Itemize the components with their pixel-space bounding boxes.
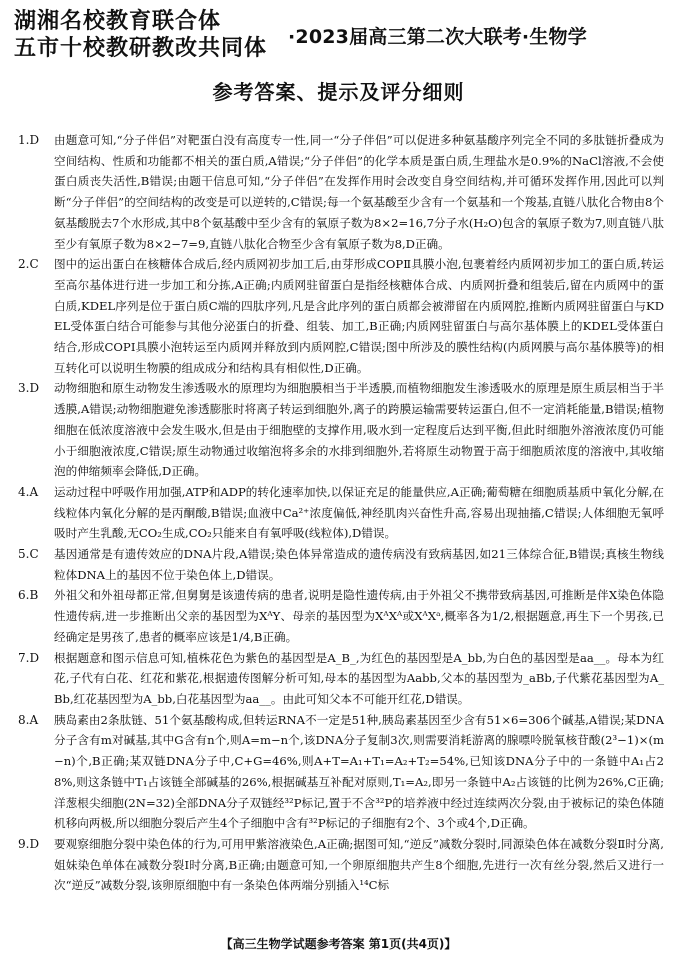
answer-item <box>18 544 664 585</box>
alliance-name-2: 五市十校教研教改共同体 <box>14 36 268 61</box>
answer-number: 2.C <box>18 257 39 272</box>
answer-list <box>18 130 664 896</box>
answer-item <box>18 648 664 710</box>
answer-explanation: 动物细胞和原生动物发生渗透吸水的原理均为细胞膜相当于半透膜,而植物细胞发生渗透吸水的原理是原生质层相当于半透膜,A错误;动物细胞避免渗透膨胀时将离子转运到细胞外,离子的跨膜运输需要转运蛋白,但不一定消耗能量,B错误;植物细胞在低浓度溶液中会发生吸水,但是由于细胞壁的支撑作用,吸水到一定程度后达到平衡,但此时细胞外溶液浓度仍可能小于细胞液浓度,C错误;原生动物通过收缩泡将多余的水排到细胞外,若将原生动物置于高于细胞质浓度的溶液中,其收缩泡的伸缩频率会降低,D正确。 <box>54 381 664 479</box>
answer-item <box>18 585 664 647</box>
answer-explanation: 要观察细胞分裂中染色体的行为,可用甲紫溶液染色,A正确;据图可知,“逆反”减数分裂时,同源染色体在减数分裂Ⅱ时分离,姐妹染色单体在减数分裂Ⅰ时分离,B正确;由题意可知,一个卵原细胞共产生8个细胞,先进行一次有丝分裂,然后又进行一次“逆反”减数分裂,该卵原细胞中有一条染色体两端分别插入¹⁴C标 <box>54 836 664 893</box>
answer-explanation: 由题意可知,“分子伴侣”对靶蛋白没有高度专一性,同一“分子伴侣”可以促进多种氨基酸序列完全不同的多肽链折叠成为空间结构、性质和功能都不相关的蛋白质,A错误;“分子伴侣”的化学本质是蛋白质,生理盐水是0.9%的NaCl溶液,不会使蛋白质丧失活性,B错误;由题干信息可知,“分子伴侣”在发挥作用时会改变自身空间结构,并可循环发挥作用,因此可以判断“分子伴侣”的空间结构的改变是可以逆转的,C错误;每一个氨基酸至少含有一个氨基和一个羧基,直链八肽化合物由8个氨基酸脱去7个水形成,其中8个氨基酸中至少含有的氧原子数为8×2=16,7分子水(H₂O)包含的氧原子数为7,则直链八肽至少有氧原子数为8×2−7=9,直链八肽化合物至少含有氧原子数为8,D正确。 <box>54 133 664 251</box>
page-footer: 【高三生物学试题参考答案 第1页(共4页)】 <box>220 937 457 951</box>
answer-explanation: 图中的运出蛋白在核糖体合成后,经内质网初步加工后,由芽形成COPⅡ具膜小泡,包裹着经内质网初步加工的蛋白质,转运至高尔基体进行进一步加工和分拣,A正确;内质网驻留蛋白是指经核糖体合成、内质网折叠和组装后,留在内质网中的蛋白质,KDEL序列是位于蛋白质C端的四肽序列,凡是含此序列的蛋白质都会被滞留在内质网腔,推断内质网驻留蛋白与KDEL受体蛋白结合可能参与其他分泌蛋白的折叠、组装、加工,B正确;内质网驻留蛋白与高尔基体膜上的KDEL受体蛋白结合,形成COPⅠ具膜小泡转运至内质网并释放到内质网腔,C错误;图中所涉及的膜性结构(内质网膜与高尔基体膜等)的相互转化可以说明生物膜的组成成分和结构具有相似性,D正确。 <box>54 257 664 375</box>
answer-item <box>18 130 664 254</box>
alliance-name-1: 湖湘名校教育联合体 <box>14 9 222 34</box>
answer-explanation: 运动过程中呼吸作用加强,ATP和ADP的转化速率加快,以保证充足的能量供应,A正确;葡萄糖在细胞质基质中氧化分解,在线粒体内氧化分解的是丙酮酸,B错误;血液中Ca²⁺浓度偏低,神经肌肉兴奋性升高,容易出现抽搐,C错误;人体细胞无氧呼吸时产生乳酸,无CO₂生成,CO₂只能来自有氧呼吸(线粒体),D错误。 <box>54 484 664 541</box>
answer-number: 9.D <box>18 836 40 851</box>
answer-explanation: 胰岛素由2条肽链、51个氨基酸构成,但转运RNA不一定是51种,胰岛素基因至少含有51×6=306个碱基,A错误;某DNA分子含有m对碱基,其中G含有n个,则A=m−n个,该DNA分子复制3次,则需要消耗游离的腺嘌呤脱氧核苷酸(2³−1)×(m−n)个,B正确;某双链DNA分子中,C+G=46%,则A+T=A₁+T₁=A₂+T₂=54%,已知该DNA分子中的一条链中A₁占28%,则这条链中T₁占该链全部碱基的26%,根据碱基互补配对原则,T₁=A₂,即另一条链中A₂占该链的比例为26%,C正确;洋葱根尖细胞(2N=32)全部DNA分子双链经³²P标记,置于不含³²P的培养液中经过连续两次分裂,由于被标记的染色体随机移向两极,所以细胞分裂后产生4个子细胞中含有³²P标记的子细胞有2个、3个或4个,D正确。 <box>54 712 664 831</box>
answer-number: 7.D <box>18 650 40 665</box>
answer-explanation: 外祖父和外祖母都正常,但舅舅是该遗传病的患者,说明是隐性遗传病,由于外祖父不携带致病基因,可推断是伴X染色体隐性遗传病,进一步推断出父亲的基因型为XᴬY、母亲的基因型为XᴬXᴬ或XᴬXᵃ,概率各为1/2,根据题意,再生下一个男孩,已经确定是男孩了,患者的概率应该是1/4,B正确。 <box>54 588 664 644</box>
exam-title: ·2023届高三第二次大联考·生物学 <box>288 26 587 48</box>
document-subtitle: 参考答案、提示及评分细则 <box>212 80 465 104</box>
answer-explanation: 基因通常是有遗传效应的DNA片段,A错误;染色体异常造成的遗传病没有致病基因,如21三体综合征,B错误;真核生物线粒体DNA上的基因不位于染色体上,D错误。 <box>54 547 664 582</box>
answer-number: 4.A <box>18 484 39 499</box>
answer-number: 5.C <box>18 547 39 562</box>
answer-item <box>18 710 664 834</box>
answer-item <box>18 482 664 544</box>
alliance-names <box>14 8 284 62</box>
answer-item <box>18 378 664 482</box>
answer-number: 1.D <box>18 133 40 147</box>
answer-number: 6.B <box>18 588 39 603</box>
answer-explanation: 根据题意和图示信息可知,植株花色为紫色的基因型是A_B_,为红色的基因型是A_bb,为白色的基因型是aa__。母本为红花,子代有白花、红花和紫花,根据遗传图解分析可知,母本的基因型为Aabb,父本的基因型为_aBb,子代紫花基因型为A_Bb,红花基因型为A_bb,白花基因型为aa__。由此可知父本不可能开红花,D错误。 <box>54 650 664 706</box>
answer-item <box>18 254 664 378</box>
answer-item <box>18 834 664 896</box>
answer-number: 3.D <box>18 381 40 396</box>
answer-number: 8.A <box>18 712 39 727</box>
